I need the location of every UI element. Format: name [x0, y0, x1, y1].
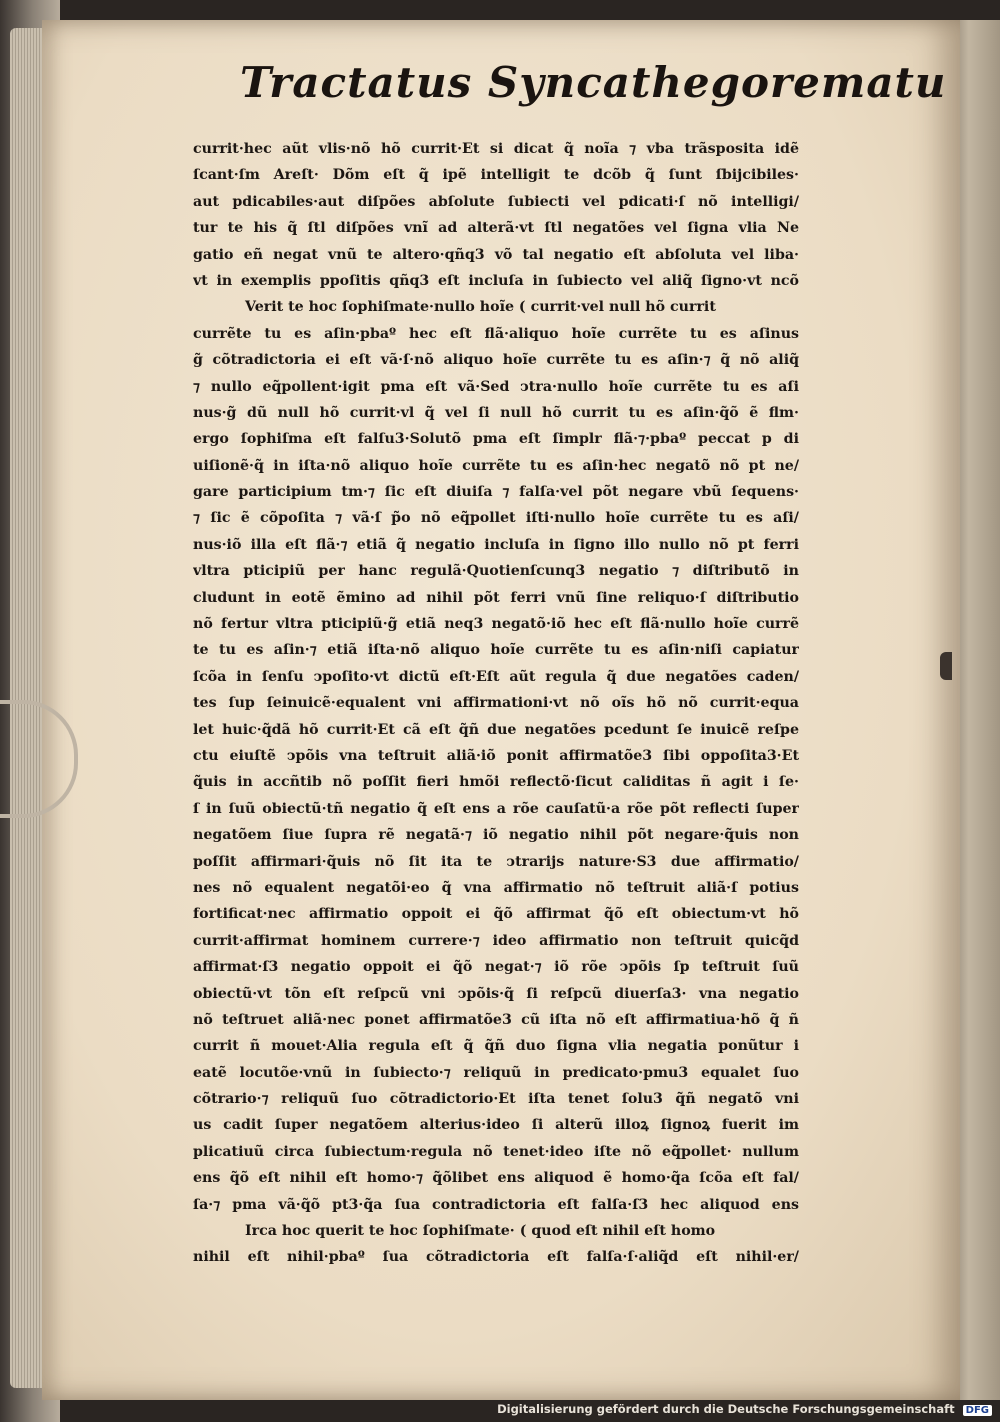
text-line: ſcõa in ſenſu ↄpoſito·vt dictũ eſt·Eſt aũt regula q̃ due negatões caden/	[193, 668, 799, 685]
text-line: nõ fertur vltra pticipiũ·g̃ etiã neq3 negatõ·iõ hec eſt flã·nullo hoĩe currẽ	[193, 616, 799, 633]
text-line: nõ teſtruet aliã·nec ponet affirmatõe3 cũ iſta nõ eſt affirmatiua·hõ q̃ ñ	[193, 1011, 799, 1028]
text-line: g̃ cõtradictoria ei eſt vã·ſ·nõ aliquo hoĩe currẽte tu es aſin·⁊ q̃ nõ aliq̃	[193, 352, 799, 369]
text-line: cludunt in eotẽ ẽmino ad nihil põt ferri vnũ ſine reliquo·ſ diſtributio	[193, 589, 799, 606]
text-line: ⁊ nullo eq̃pollent·igit pma eſt vã·Sed ↄtra·nullo hoĩe currẽte tu es aſi	[193, 378, 799, 395]
text-line: poſſit affirmari·q̃uis nõ ſit ita te ↄtrarijs nature·S3 due affirmatio/	[193, 853, 799, 870]
text-line: aut pdicabiles·aut diſpões abſolute ſubiecti vel pdicati·ſ nõ intelligi/	[193, 193, 799, 210]
text-line: vt in exemplis ppoſitis qñq3 eſt incluſa in ſubiecto vel aliq̃ ſigno·vt ncõ	[193, 272, 799, 289]
text-line: Verit te hoc ſophiſmate·nullo hoĩe ( currit·vel null hõ currit	[245, 299, 716, 316]
text-line: affirmat·ſ3 negatio oppoit ei q̃õ negat·⁊ iõ rõe ↄpõis ſp teſtruit ſuũ	[193, 959, 799, 976]
text-block	[193, 136, 799, 1271]
text-line: ctu eiuſtẽ ↄpõis vna teſtruit aliã·iõ ponit affirmatõe3 ſibi oppoſita3·Et	[193, 747, 799, 764]
text-line: currit·affirmat hominem currere·⁊ ideo affirmatio non teſtruit quicq̃d	[193, 932, 799, 949]
running-head: Tractatus Syncathegorematu	[240, 58, 947, 107]
text-line: ergo ſophiſma eſt falſu3·Solutõ pma eſt ſimplr flã·⁊·pbaº peccat p di	[193, 431, 799, 448]
text-line: obiectũ·vt tõn eſt reſpcũ vni ↄpõis·q̃ ſi reſpcũ diuerſa3· vna negatio	[193, 985, 799, 1002]
text-line: ſa·⁊ pma vã·q̃õ pt3·q̃a ſua contradictoria eſt falſa·ſ3 hec aliquod ens	[193, 1196, 799, 1213]
text-line: cõtrario·⁊ reliquũ ſuo cõtradictorio·Et iſta tenet ſolu3 q̃ñ negatõ vni	[193, 1091, 799, 1108]
text-line: te tu es aſin·⁊ etiã iſta·nõ aliquo hoĩe currẽte tu es aſin·niſi capiatur	[193, 642, 799, 659]
text-line: ſ in ſuũ obiectũ·tñ negatio q̃ eſt ens a rõe cauſatũ·a rõe põt reflecti ſuper	[193, 800, 799, 817]
text-line: ſcant·ſm Areſt· Dõm eſt q̃ ipẽ intelligit te dcõb q̃ ſunt ſbijcibiles·	[193, 167, 799, 184]
text-line: ⁊ ſic ẽ cõpoſita ⁊ vã·ſ p̃o nõ eq̃pollet iſti·nullo hoĩe currẽte tu es aſi/	[193, 510, 799, 527]
text-line: let huic·q̃dã hõ currit·Et cã eſt q̃ñ due negatões pcedunt ſe inuicẽ reſpe	[193, 721, 799, 738]
text-line: uiſionẽ·q̃ in iſta·nõ aliquo hoĩe currẽte tu es aſin·hec negatõ nõ pt ne/	[193, 457, 799, 474]
digitization-credit	[497, 1402, 992, 1416]
credit-text: Digitalisierung gefördert durch die Deutsche Forschungsgemeinschaft	[497, 1402, 955, 1416]
text-line: currit ñ mouet·Alia regula eſt q̃ q̃ñ duo ſigna vlia negatia ponũtur i	[193, 1038, 799, 1055]
text-line: eatẽ locutõe·vnũ in ſubiecto·⁊ reliquũ in predicato·pmu3 equalet ſuo	[193, 1064, 799, 1081]
text-line: nus·g̃ dũ null hõ currit·vl q̃ vel ſi null hõ currit tu es aſin·q̃õ ẽ flm·	[193, 404, 799, 421]
text-line: plicatiuũ circa ſubiectum·regula nõ tenet·ideo iſte nõ eq̃pollet· nullum	[193, 1143, 799, 1160]
text-line: gare participium tm·⁊ ſic eſt diuiſa ⁊ falſa·vel põt negare vbũ ſequens·	[193, 484, 799, 501]
page-notch	[940, 652, 952, 680]
text-line: gatio eñ negat vnũ te altero·qñq3 võ tal negatio eſt abſoluta vel liba·	[193, 246, 799, 263]
text-line: negatõem ſiue ſupra rẽ negatã·⁊ iõ negatio nihil põt negare·q̃uis non	[193, 827, 799, 844]
text-line: nihil eſt nihil·pbaº ſua cõtradictoria eſt falſa·ſ·aliq̃d eſt nihil·er/	[193, 1249, 799, 1266]
text-line: ens q̃õ eſt nihil eſt homo·⁊ q̃õlibet ens aliquod ẽ homo·q̃a ſcõa eſt fal/	[193, 1170, 799, 1187]
text-line: fortificat·nec affirmatio oppoit ei q̃õ affirmat q̃õ eſt obiectum·vt hõ	[193, 906, 799, 923]
text-line: tur te his q̃ ſtl diſpões vnĩ ad alterã·vt ſtl negatões vel ſigna vlia Ne	[193, 220, 799, 237]
text-line: currẽte tu es aſin·pbaº hec eſt flã·aliquo hoĩe currẽte tu es aſinus	[193, 325, 799, 342]
text-line: nes nõ equalent negatõi·eo q̃ vna affirmatio nõ teſtruit aliã·ſ potius	[193, 879, 799, 896]
dfg-logo: DFG	[963, 1405, 992, 1416]
text-line: q̃uis in accñtib nõ poſſit fieri hmõi reflectõ·ſicut caliditas ñ agit i ſe·	[193, 774, 799, 791]
text-line: tes ſup ſeinuicẽ·equalent vni affirmationi·vt nõ oĩs hõ nõ currit·equa	[193, 695, 799, 712]
text-line: currit·hec aũt vlis·nõ hõ currit·Et si dicat q̃ noĩa ⁊ vba trãsposita idẽ	[193, 141, 799, 157]
text-line: us cadit ſuper negatõem alterius·ideo ſi alterũ illoꝝ ſignoꝝ fuerit im	[193, 1117, 799, 1134]
text-line: vltra pticipiũ per hanc regulã·Quotienſcunq3 negatio ⁊ diſtributõ in	[193, 563, 799, 580]
text-line: Irca hoc querit te hoc ſophiſmate· ( quod eſt nihil eſt homo	[245, 1223, 716, 1240]
text-line: nus·iõ illa eſt flã·⁊ etiã q̃ negatio incluſa in ſigno illo nullo nõ pt ferri	[193, 536, 799, 553]
